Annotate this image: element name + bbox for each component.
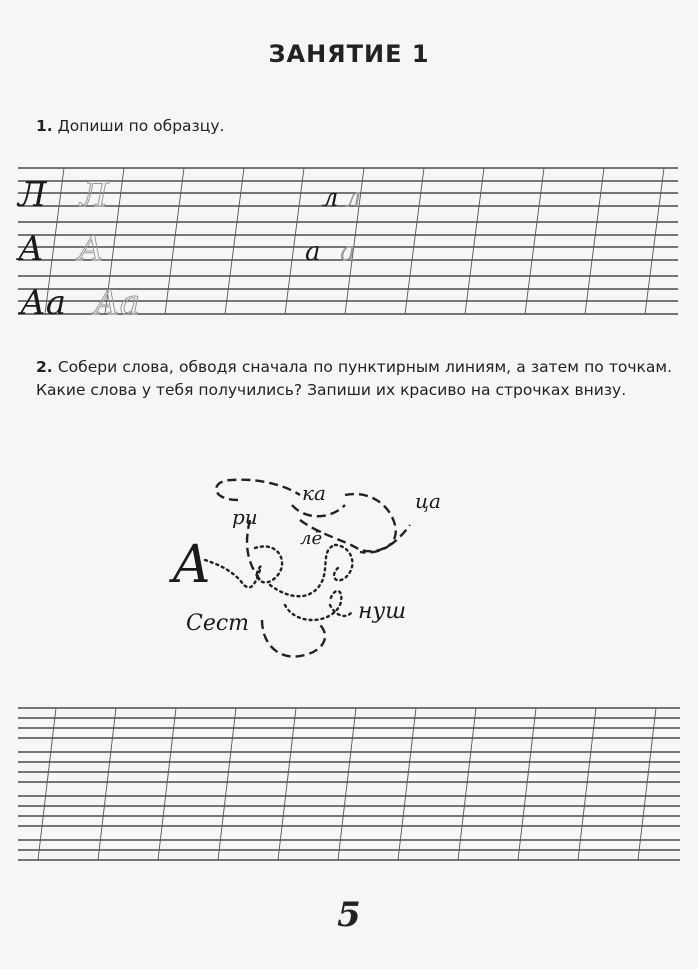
page-number: 5 (337, 895, 361, 935)
row3-trace-pair: Аа (94, 283, 141, 323)
fragment-nushi: нуш (358, 599, 407, 624)
row2-sample-upper: А (18, 229, 44, 269)
fragment-big-a: А (172, 535, 212, 595)
fragment-tsa: ца (415, 489, 441, 513)
fragment-ri: ри (232, 505, 258, 529)
lesson-title: ЗАНЯТИЕ 1 (268, 40, 430, 68)
fragment-ka: ка (302, 481, 326, 505)
fragment-sest: Сест (186, 611, 250, 636)
row1-sample-upper: Л (18, 175, 47, 215)
task-2-slant-lines (38, 708, 656, 860)
task-2-number: 2. (36, 358, 53, 376)
task-2-text: Собери слова, обводя сначала по пунктирным линиям, а затем по точкам. Какие слова у тебя получились? Запиши их красиво на строчках внизу. (36, 358, 672, 399)
row1-trace-lower: л (345, 183, 362, 213)
task-1-number: 1. (36, 117, 53, 135)
row1-sample-lower: л (322, 183, 339, 213)
fragment-lyo: лё (300, 528, 323, 549)
row2-sample-lower: а (305, 237, 321, 267)
row1-trace-upper: Л (80, 175, 109, 215)
row2-trace-lower: а (340, 237, 356, 267)
task-1-text: Допиши по образцу. (57, 117, 225, 135)
row3-sample-pair: Аа (20, 283, 67, 323)
row2-trace-upper: А (78, 229, 104, 269)
